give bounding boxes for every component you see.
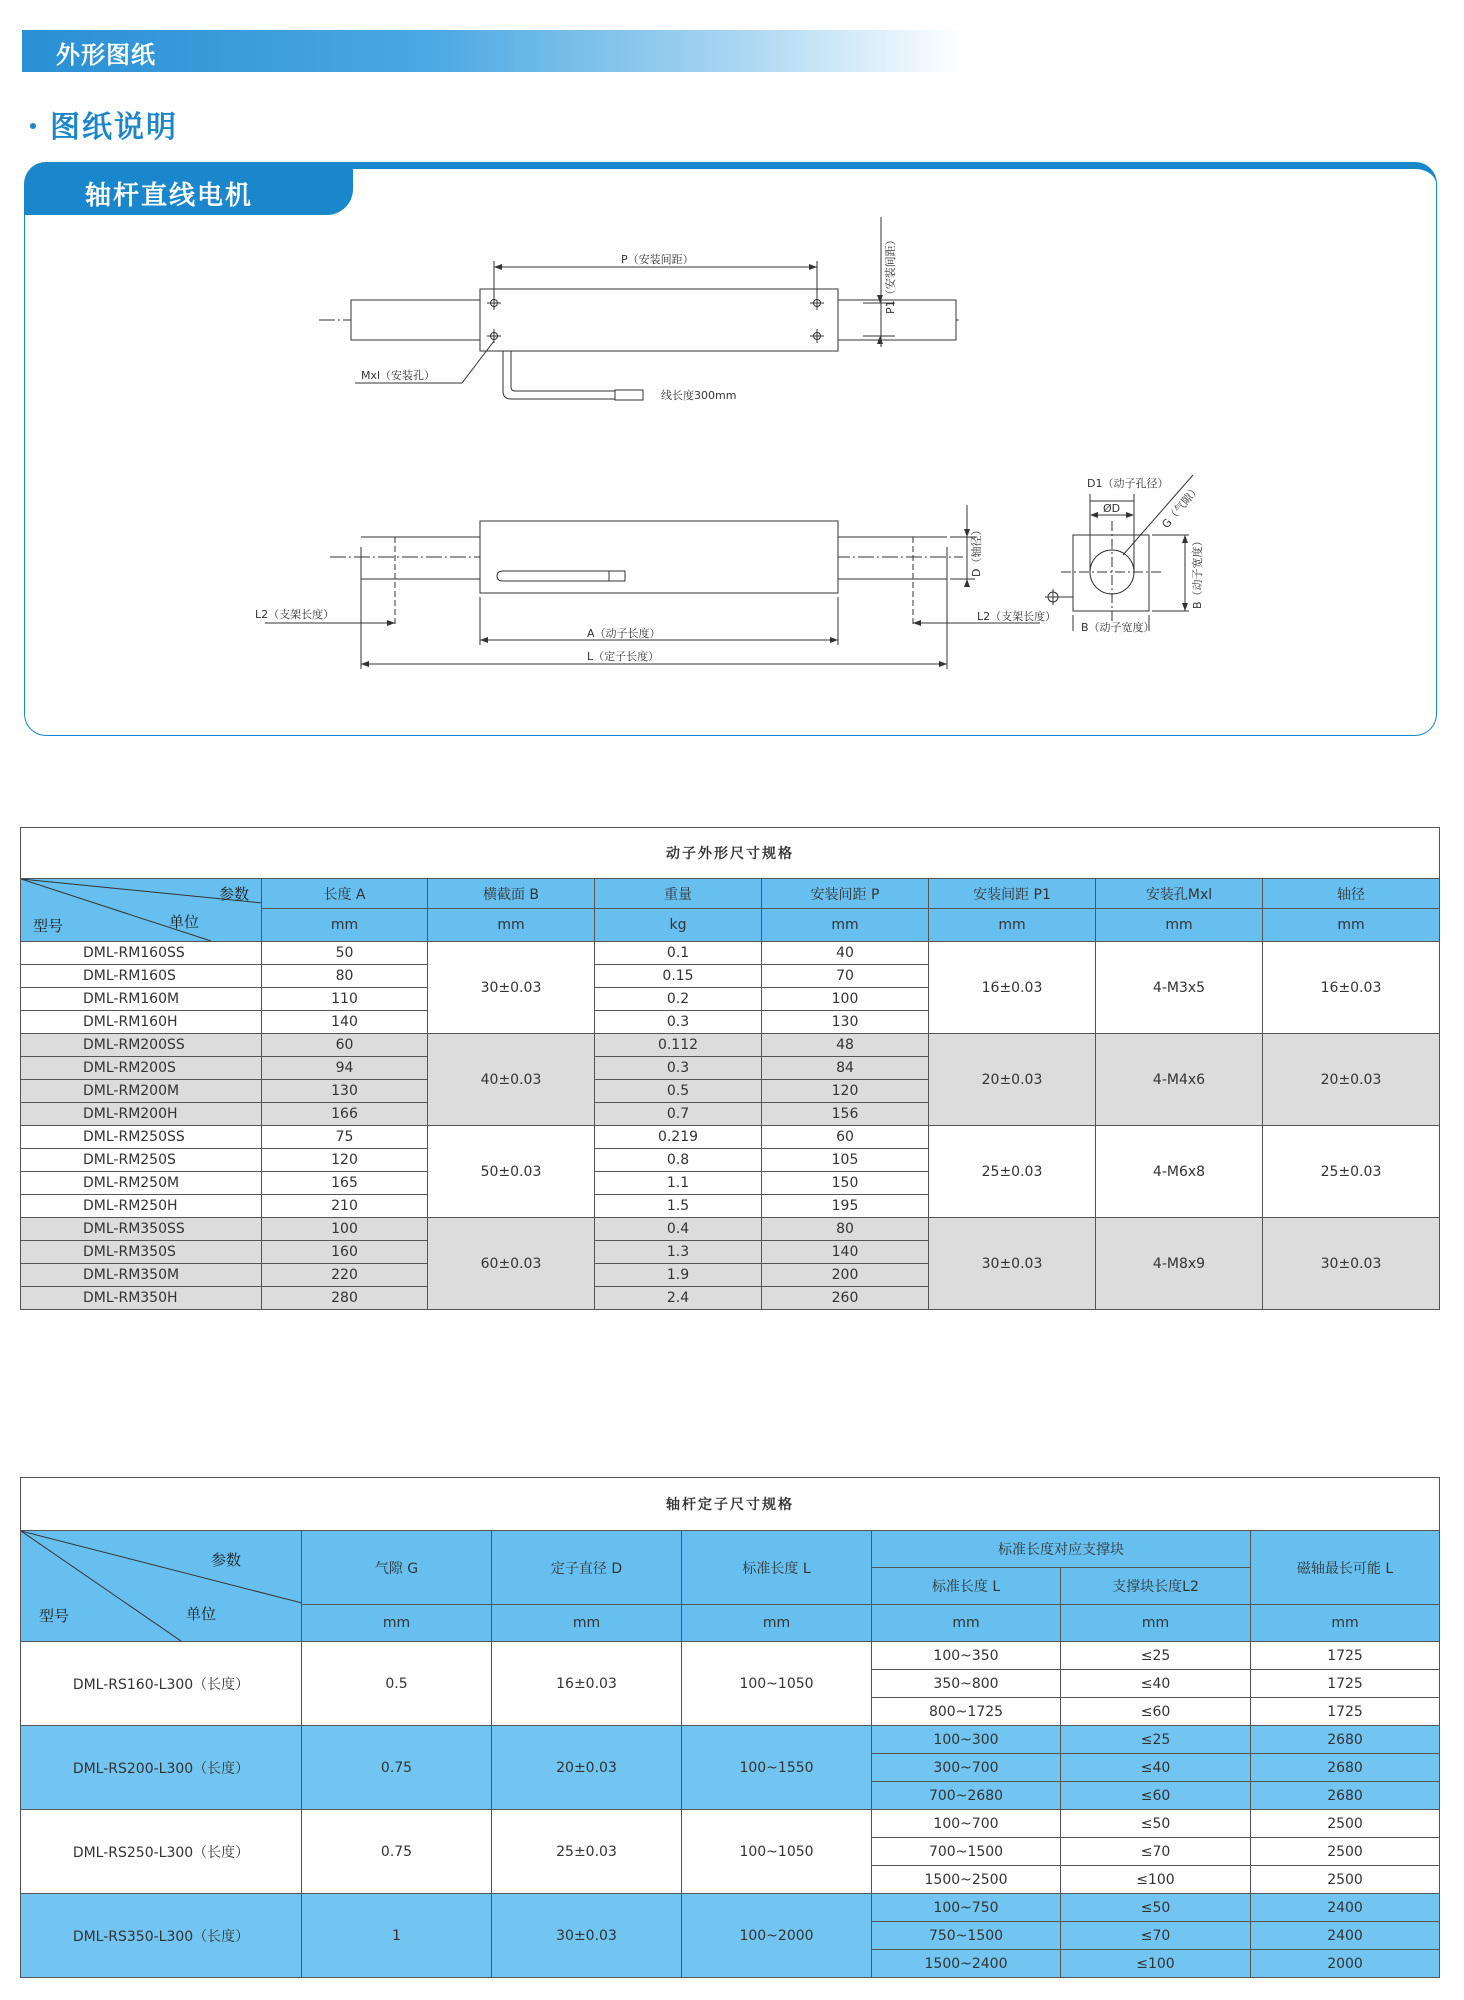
model-cell: DML-RM160M xyxy=(21,988,262,1011)
p-cell: 156 xyxy=(762,1103,929,1126)
weight-cell: 0.7 xyxy=(595,1103,762,1126)
length-cell: 120 xyxy=(262,1149,428,1172)
section-cell: 50±0.03 xyxy=(428,1126,595,1218)
label-d: D（轴径） xyxy=(970,524,983,577)
stator-unit: mm xyxy=(1251,1605,1440,1642)
range-cell: 800~1725 xyxy=(872,1698,1061,1726)
mover-table-title: 动子外形尺寸规格 xyxy=(21,828,1440,879)
p1-cell: 20±0.03 xyxy=(929,1034,1096,1126)
subheading xyxy=(30,102,178,146)
max-cell: 2500 xyxy=(1251,1810,1440,1838)
p1-cell: 25±0.03 xyxy=(929,1126,1096,1218)
p-cell: 130 xyxy=(762,1011,929,1034)
drawing-tab-title: 轴杆直线电机 xyxy=(85,181,254,211)
weight-cell: 0.112 xyxy=(595,1034,762,1057)
mover-corner-cell xyxy=(21,879,262,942)
stator-h-max-length: 磁轴最长可能 L xyxy=(1251,1531,1440,1605)
stator-h-gap: 气隙 G xyxy=(302,1531,492,1605)
mover-h-weight: 重量 xyxy=(595,879,762,909)
weight-cell: 0.219 xyxy=(595,1126,762,1149)
length-cell: 220 xyxy=(262,1264,428,1287)
max-cell: 2680 xyxy=(1251,1754,1440,1782)
stator-h-diameter: 定子直径 D xyxy=(492,1531,682,1605)
model-cell: DML-RM200SS xyxy=(21,1034,262,1057)
table-row xyxy=(21,1726,1440,1754)
p-cell: 150 xyxy=(762,1172,929,1195)
stator-unit: mm xyxy=(302,1605,492,1642)
p1-cell: 30±0.03 xyxy=(929,1218,1096,1310)
mover-spec-table xyxy=(20,827,1440,1310)
weight-cell: 0.1 xyxy=(595,942,762,965)
weight-cell: 0.4 xyxy=(595,1218,762,1241)
range-cell: 100~350 xyxy=(872,1642,1061,1670)
p-cell: 195 xyxy=(762,1195,929,1218)
mover-corner-param: 参数 xyxy=(218,885,249,903)
range-cell: 100~750 xyxy=(872,1894,1061,1922)
mover-corner-unit: 单位 xyxy=(169,913,200,931)
weight-cell: 0.3 xyxy=(595,1011,762,1034)
mover-h-p: 安装间距 P xyxy=(762,879,929,909)
label-a: A（动子长度） xyxy=(587,627,661,640)
stator-h-std-length: 标准长度 L xyxy=(682,1531,872,1605)
table-row xyxy=(21,1034,1440,1057)
stator-unit: mm xyxy=(1061,1605,1251,1642)
stator-corner-model: 型号 xyxy=(39,1607,70,1625)
mover-unit: kg xyxy=(595,909,762,942)
section-cell: 60±0.03 xyxy=(428,1218,595,1310)
stator-corner-cell xyxy=(21,1531,302,1642)
weight-cell: 0.15 xyxy=(595,965,762,988)
support-cell: ≤60 xyxy=(1061,1698,1251,1726)
model-cell: DML-RM200S xyxy=(21,1057,262,1080)
label-p: P（安装间距） xyxy=(621,253,694,266)
length-cell: 50 xyxy=(262,942,428,965)
mover-h-shaft: 轴径 xyxy=(1263,879,1440,909)
label-l2-right: L2（支架长度） xyxy=(977,610,1057,623)
support-cell: ≤25 xyxy=(1061,1642,1251,1670)
max-cell: 1725 xyxy=(1251,1670,1440,1698)
label-l: L（定子长度） xyxy=(587,650,660,663)
label-g: G（气隙） xyxy=(1159,482,1204,531)
length-cell: 165 xyxy=(262,1172,428,1195)
shaft-cell: 20±0.03 xyxy=(1263,1034,1440,1126)
diameter-cell: 20±0.03 xyxy=(492,1726,682,1810)
model-cell: DML-RM160H xyxy=(21,1011,262,1034)
gap-cell: 0.75 xyxy=(302,1810,492,1894)
support-cell: ≤70 xyxy=(1061,1838,1251,1866)
p-cell: 260 xyxy=(762,1287,929,1310)
hole-cell: 4-M3x5 xyxy=(1096,942,1263,1034)
model-cell: DML-RM250H xyxy=(21,1195,262,1218)
label-cable: 线长度300mm xyxy=(661,389,737,402)
std-length-cell: 100~1550 xyxy=(682,1726,872,1810)
table-row xyxy=(21,1894,1440,1922)
max-cell: 2680 xyxy=(1251,1782,1440,1810)
stator-unit: mm xyxy=(682,1605,872,1642)
mover-corner-model: 型号 xyxy=(33,917,64,935)
weight-cell: 1.3 xyxy=(595,1241,762,1264)
shaft-cell: 25±0.03 xyxy=(1263,1126,1440,1218)
max-cell: 2500 xyxy=(1251,1866,1440,1894)
section-cell: 30±0.03 xyxy=(428,942,595,1034)
p-cell: 70 xyxy=(762,965,929,988)
range-cell: 300~700 xyxy=(872,1754,1061,1782)
label-p1: P1（安装间距） xyxy=(884,234,897,314)
range-cell: 100~300 xyxy=(872,1726,1061,1754)
length-cell: 160 xyxy=(262,1241,428,1264)
hole-cell: 4-M8x9 xyxy=(1096,1218,1263,1310)
p-cell: 40 xyxy=(762,942,929,965)
std-length-cell: 100~2000 xyxy=(682,1894,872,1978)
p-cell: 48 xyxy=(762,1034,929,1057)
std-length-cell: 100~1050 xyxy=(682,1810,872,1894)
length-cell: 110 xyxy=(262,988,428,1011)
length-cell: 280 xyxy=(262,1287,428,1310)
range-cell: 1500~2400 xyxy=(872,1950,1061,1978)
p1-cell: 16±0.03 xyxy=(929,942,1096,1034)
support-cell: ≤40 xyxy=(1061,1670,1251,1698)
mover-unit: mm xyxy=(1096,909,1263,942)
gap-cell: 0.75 xyxy=(302,1726,492,1810)
support-cell: ≤25 xyxy=(1061,1726,1251,1754)
subheading-text: 图纸说明 xyxy=(50,110,178,145)
support-cell: ≤100 xyxy=(1061,1950,1251,1978)
table-row xyxy=(21,942,1440,965)
support-cell: ≤70 xyxy=(1061,1922,1251,1950)
label-b-bottom: B（动子宽度） xyxy=(1081,621,1155,634)
mover-unit: mm xyxy=(929,909,1096,942)
table-row xyxy=(21,1810,1440,1838)
table-row xyxy=(21,1126,1440,1149)
std-length-cell: 100~1050 xyxy=(682,1642,872,1726)
stator-unit: mm xyxy=(872,1605,1061,1642)
length-cell: 130 xyxy=(262,1080,428,1103)
model-cell: DML-RM250S xyxy=(21,1149,262,1172)
label-d1: D1（动子孔径） xyxy=(1087,477,1169,490)
weight-cell: 2.4 xyxy=(595,1287,762,1310)
length-cell: 75 xyxy=(262,1126,428,1149)
gap-cell: 0.5 xyxy=(302,1642,492,1726)
length-cell: 210 xyxy=(262,1195,428,1218)
support-cell: ≤40 xyxy=(1061,1754,1251,1782)
stator-spec-table xyxy=(20,1477,1440,1978)
max-cell: 2400 xyxy=(1251,1922,1440,1950)
range-cell: 350~800 xyxy=(872,1670,1061,1698)
shaft-cell: 30±0.03 xyxy=(1263,1218,1440,1310)
shaft-cell: 16±0.03 xyxy=(1263,942,1440,1034)
diameter-cell: 30±0.03 xyxy=(492,1894,682,1978)
model-cell: DML-RM350M xyxy=(21,1264,262,1287)
model-cell: DML-RM350S xyxy=(21,1241,262,1264)
weight-cell: 0.8 xyxy=(595,1149,762,1172)
model-cell: DML-RM250SS xyxy=(21,1126,262,1149)
mover-unit: mm xyxy=(428,909,595,942)
max-cell: 2500 xyxy=(1251,1838,1440,1866)
support-cell: ≤60 xyxy=(1061,1782,1251,1810)
table-row xyxy=(21,1642,1440,1670)
stator-corner-param: 参数 xyxy=(211,1551,242,1569)
drawing-panel xyxy=(24,162,1437,736)
mover-h-p1: 安装间距 P1 xyxy=(929,879,1096,909)
mover-unit: mm xyxy=(762,909,929,942)
bullet-icon xyxy=(30,123,36,129)
model-cell: DML-RM250M xyxy=(21,1172,262,1195)
model-cell: DML-RS350-L300（长度） xyxy=(21,1894,302,1978)
max-cell: 1725 xyxy=(1251,1642,1440,1670)
mover-h-hole: 安装孔Mxl xyxy=(1096,879,1263,909)
max-cell: 1725 xyxy=(1251,1698,1440,1726)
stator-h-support-group: 标准长度对应支撑块 xyxy=(872,1531,1251,1568)
p-cell: 200 xyxy=(762,1264,929,1287)
max-cell: 2680 xyxy=(1251,1726,1440,1754)
label-phi-d: ØD xyxy=(1103,502,1121,515)
model-cell: DML-RS160-L300（长度） xyxy=(21,1642,302,1726)
weight-cell: 1.1 xyxy=(595,1172,762,1195)
length-cell: 166 xyxy=(262,1103,428,1126)
length-cell: 80 xyxy=(262,965,428,988)
length-cell: 94 xyxy=(262,1057,428,1080)
length-cell: 60 xyxy=(262,1034,428,1057)
mover-unit: mm xyxy=(1263,909,1440,942)
weight-cell: 1.5 xyxy=(595,1195,762,1218)
model-cell: DML-RM350H xyxy=(21,1287,262,1310)
support-cell: ≤50 xyxy=(1061,1894,1251,1922)
model-cell: DML-RM200H xyxy=(21,1103,262,1126)
range-cell: 700~1500 xyxy=(872,1838,1061,1866)
range-cell: 100~700 xyxy=(872,1810,1061,1838)
weight-cell: 0.2 xyxy=(595,988,762,1011)
range-cell: 700~2680 xyxy=(872,1782,1061,1810)
weight-cell: 0.3 xyxy=(595,1057,762,1080)
p-cell: 120 xyxy=(762,1080,929,1103)
range-cell: 750~1500 xyxy=(872,1922,1061,1950)
gap-cell: 1 xyxy=(302,1894,492,1978)
section-cell: 40±0.03 xyxy=(428,1034,595,1126)
p-cell: 100 xyxy=(762,988,929,1011)
label-l2-left: L2（支架长度） xyxy=(255,608,335,621)
technical-drawing xyxy=(25,169,1435,729)
model-cell: DML-RM350SS xyxy=(21,1218,262,1241)
model-cell: DML-RM200M xyxy=(21,1080,262,1103)
p-cell: 105 xyxy=(762,1149,929,1172)
section-header-bar xyxy=(22,30,1172,72)
length-cell: 140 xyxy=(262,1011,428,1034)
support-cell: ≤100 xyxy=(1061,1866,1251,1894)
length-cell: 100 xyxy=(262,1218,428,1241)
stator-h-support-len: 支撑块长度L2 xyxy=(1061,1568,1251,1605)
p-cell: 80 xyxy=(762,1218,929,1241)
p-cell: 140 xyxy=(762,1241,929,1264)
hole-cell: 4-M4x6 xyxy=(1096,1034,1263,1126)
model-cell: DML-RS250-L300（长度） xyxy=(21,1810,302,1894)
weight-cell: 1.9 xyxy=(595,1264,762,1287)
diameter-cell: 16±0.03 xyxy=(492,1642,682,1726)
diameter-cell: 25±0.03 xyxy=(492,1810,682,1894)
mover-h-section-b: 横截面 B xyxy=(428,879,595,909)
stator-h-std-len-sub: 标准长度 L xyxy=(872,1568,1061,1605)
p-cell: 60 xyxy=(762,1126,929,1149)
mover-h-length-a: 长度 A xyxy=(262,879,428,909)
mover-unit: mm xyxy=(262,909,428,942)
section-header-title: 外形图纸 xyxy=(56,41,156,69)
hole-cell: 4-M6x8 xyxy=(1096,1126,1263,1218)
stator-corner-unit: 单位 xyxy=(186,1605,217,1623)
p-cell: 84 xyxy=(762,1057,929,1080)
model-cell: DML-RS200-L300（长度） xyxy=(21,1726,302,1810)
max-cell: 2000 xyxy=(1251,1950,1440,1978)
max-cell: 2400 xyxy=(1251,1894,1440,1922)
stator-unit: mm xyxy=(492,1605,682,1642)
table-row xyxy=(21,1218,1440,1241)
label-b-side: B（动子宽度） xyxy=(1191,535,1204,609)
stator-table-title: 轴杆定子尺寸规格 xyxy=(21,1478,1440,1531)
model-cell: DML-RM160S xyxy=(21,965,262,988)
support-cell: ≤50 xyxy=(1061,1810,1251,1838)
weight-cell: 0.5 xyxy=(595,1080,762,1103)
label-mxl: Mxl（安装孔） xyxy=(361,369,436,382)
range-cell: 1500~2500 xyxy=(872,1866,1061,1894)
model-cell: DML-RM160SS xyxy=(21,942,262,965)
